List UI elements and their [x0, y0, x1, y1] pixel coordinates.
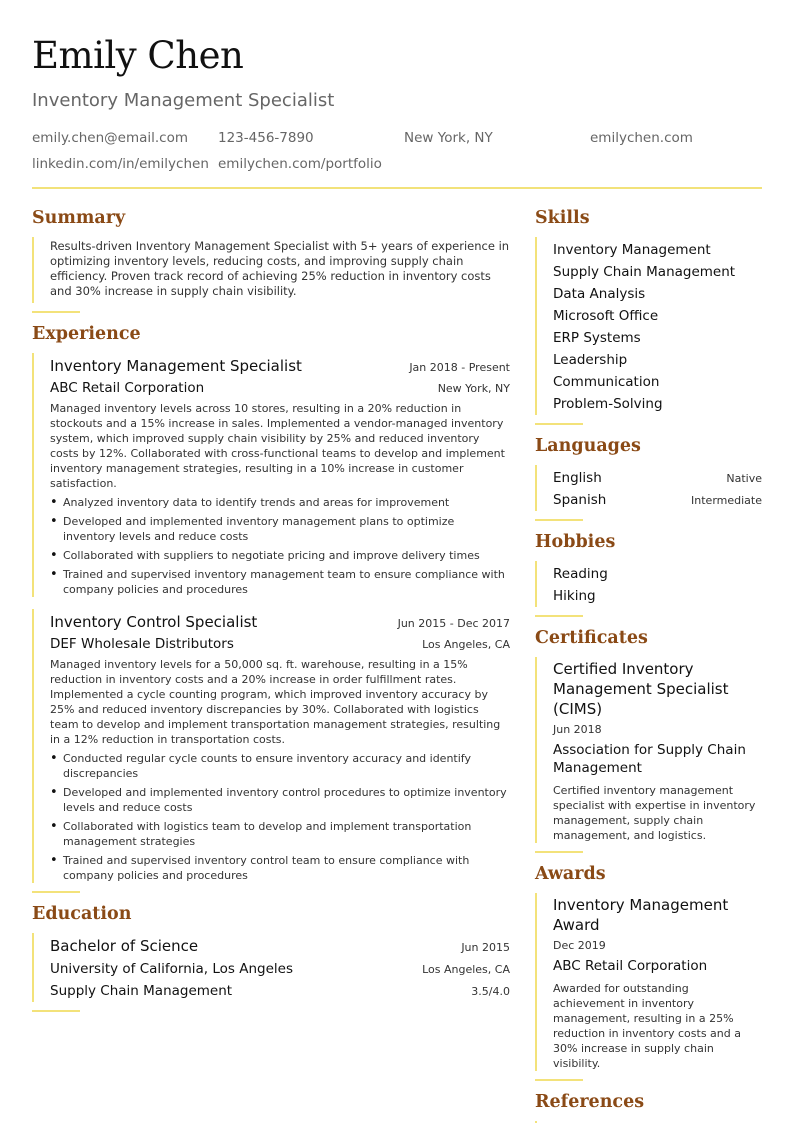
job-title: Inventory Management Specialist: [50, 357, 302, 375]
language-level: Intermediate: [691, 494, 762, 507]
award-description: Awarded for outstanding achievement in inventory management, resulting in a 25% reduction in inventory costs and a 30% increase in supply chain visibility.: [553, 982, 741, 1070]
summary-heading: Summary: [32, 208, 126, 228]
section-divider: [535, 423, 583, 425]
awards-section: [535, 861, 762, 1081]
job-date: Jan 2018 - Present: [409, 361, 510, 374]
portfolio-link[interactable]: emilychen.com/portfolio: [218, 156, 382, 172]
certificates-heading: Certificates: [535, 628, 648, 648]
language-level: Native: [726, 472, 762, 485]
email-link[interactable]: emily.chen@email.com: [32, 130, 189, 146]
job-entry: [50, 611, 510, 883]
edu-date: Jun 2015: [461, 941, 510, 954]
resume-header: [32, 30, 762, 177]
education-heading: Education: [32, 904, 132, 924]
edu-school: University of California, Los Angeles: [50, 961, 294, 977]
candidate-name: Emily Chen: [32, 34, 244, 77]
section-divider: [535, 851, 583, 853]
summary-section: [32, 205, 510, 313]
website-link[interactable]: emilychen.com: [590, 130, 693, 146]
job-entry: [50, 355, 510, 597]
experience-heading: Experience: [32, 324, 141, 344]
job-bullet: • Conducted regular cycle counts to ensure inventory accuracy and identify discrepancies: [50, 751, 510, 781]
skill-item: Leadership: [553, 352, 628, 368]
education-section: [32, 901, 510, 1012]
job-company: ABC Retail Corporation: [50, 380, 205, 396]
edu-degree: Bachelor of Science: [50, 937, 199, 955]
skills-section: [535, 205, 762, 425]
job-bullet: • Trained and supervised inventory management team to ensure compliance with company policies and procedures: [50, 567, 510, 597]
skill-item: Supply Chain Management: [553, 264, 736, 280]
job-bullet: • Developed and implemented inventory management plans to optimize inventory levels and reduce costs: [50, 514, 510, 544]
award-date: Dec 2019: [553, 939, 606, 952]
skills-heading: Skills: [535, 208, 590, 228]
award-name: Inventory Management Award: [553, 896, 729, 934]
edu-location: Los Angeles, CA: [422, 963, 510, 976]
experience-section: [32, 321, 510, 893]
awards-heading: Awards: [535, 864, 606, 884]
header-divider: [32, 187, 762, 189]
skill-item: Problem-Solving: [553, 396, 663, 412]
job-bullet: • Trained and supervised inventory control team to ensure compliance with company policies and procedures: [50, 853, 510, 883]
skill-item: Data Analysis: [553, 286, 646, 302]
references-section: [535, 1089, 762, 1123]
hobby-item: Reading: [553, 566, 608, 582]
language-name: English: [553, 470, 602, 486]
edu-field: Supply Chain Management: [50, 983, 233, 999]
left-column: [32, 205, 510, 1020]
hobbies-heading: Hobbies: [535, 532, 616, 552]
section-divider: [535, 519, 583, 521]
section-divider: [32, 1010, 80, 1012]
edu-gpa: 3.5/4.0: [471, 985, 510, 998]
references-heading: References: [535, 1092, 645, 1112]
right-column: [535, 205, 762, 1123]
candidate-title: Inventory Management Specialist: [32, 90, 335, 111]
skill-item: Communication: [553, 374, 660, 390]
languages-section: [535, 433, 762, 521]
skill-item: Microsoft Office: [553, 308, 659, 324]
section-divider: [32, 891, 80, 893]
job-bullet: • Analyzed inventory data to identify trends and areas for improvement: [50, 495, 510, 510]
phone-number: 123-456-7890: [218, 130, 314, 146]
job-bullet: • Collaborated with logistics team to develop and implement transportation management strategies: [50, 819, 510, 849]
job-bullet: • Collaborated with suppliers to negotiate pricing and improve delivery times: [50, 548, 510, 563]
section-divider: [535, 1079, 583, 1081]
location-text: New York, NY: [404, 130, 493, 146]
job-description: Managed inventory levels for a 50,000 sq. ft. warehouse, resulting in a 15% reduction in inventory costs and a 20% increase in order fulfillment rates. Implemented a cycle counting program, which improved inventory accuracy by 25% and reduced inventory discrepancies by 30%. Collaborated with logistics team to develop and implement transportation management strategies, resulting in a 12% reduction in transportation costs.: [50, 658, 501, 746]
summary-text: Results-driven Inventory Management Specialist with 5+ years of experience in optimizing inventory levels, reducing costs, and improving supply chain efficiency. Proven track record of achieving 25% reduction in inventory costs and 30% increase in supply chain visibility.: [50, 239, 510, 298]
job-location: New York, NY: [437, 382, 510, 395]
skill-item: ERP Systems: [553, 330, 641, 346]
job-description: Managed inventory levels across 10 stores, resulting in a 20% reduction in stockouts and a 15% increase in sales. Implemented a vendor-managed inventory system, which improved supply chain visibility by 25% and reduced inventory costs by 12%. Collaborated with cross-functional teams to develop and implement inventory management strategies, resulting in a 10% increase in customer satisfaction.: [50, 402, 505, 490]
contact-info: [32, 125, 762, 177]
job-bullets: [50, 495, 510, 597]
certificate-description: Certified inventory management specialist with expertise in inventory management, supply chain management, and logistics.: [553, 784, 756, 842]
skill-item: Inventory Management: [553, 242, 711, 258]
certificate-name: Certified Inventory Management Specialist (CIMS): [553, 660, 729, 718]
section-divider: [32, 311, 80, 313]
section-divider: [535, 615, 583, 617]
award-org: ABC Retail Corporation: [553, 958, 708, 974]
hobbies-section: [535, 529, 762, 617]
certificates-section: [535, 625, 762, 853]
language-name: Spanish: [553, 492, 607, 508]
job-location: Los Angeles, CA: [422, 638, 510, 651]
job-bullets: [50, 751, 510, 883]
certificate-org: Association for Supply Chain Management: [553, 742, 746, 776]
hobby-item: Hiking: [553, 588, 596, 604]
job-title: Inventory Control Specialist: [50, 613, 258, 631]
job-date: Jun 2015 - Dec 2017: [397, 617, 510, 630]
job-company: DEF Wholesale Distributors: [50, 636, 234, 652]
certificate-date: Jun 2018: [553, 723, 602, 736]
languages-heading: Languages: [535, 436, 641, 456]
linkedin-link[interactable]: linkedin.com/in/emilychen: [32, 156, 209, 172]
job-bullet: • Developed and implemented inventory control procedures to optimize inventory levels and reduce costs: [50, 785, 510, 815]
